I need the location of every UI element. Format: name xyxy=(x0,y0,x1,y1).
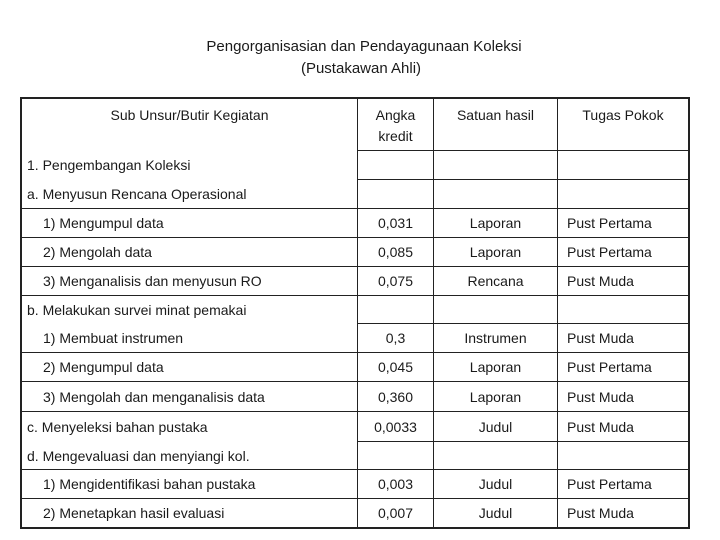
row-unit: Laporan xyxy=(469,244,522,260)
row-credit: 0,045 xyxy=(377,359,414,375)
row-label: 1) Mengidentifikasi bahan pustaka xyxy=(43,476,256,492)
row-label: 2) Menetapkan hasil evaluasi xyxy=(43,505,225,521)
row-unit: Laporan xyxy=(469,388,522,405)
row-label: 2) Mengolah data xyxy=(43,244,152,260)
row-task: Pust Pertama xyxy=(567,476,652,492)
row-credit: 0,075 xyxy=(377,273,414,289)
row-credit: 0,0033 xyxy=(374,419,417,435)
row-task: Pust Pertama xyxy=(567,215,652,231)
row-credit: 0,085 xyxy=(377,244,414,260)
title-line-2: (Pustakawan Ahli) xyxy=(300,60,422,77)
row-label: c. Menyeleksi bahan pustaka xyxy=(27,419,208,435)
row-label: b. Melakukan survei minat pemakai xyxy=(27,301,247,318)
header-tugas-pokok: Tugas Pokok xyxy=(582,106,664,123)
row-credit: 0,3 xyxy=(385,330,406,346)
row-task: Pust Pertama xyxy=(567,359,652,375)
row-task: Pust Muda xyxy=(567,273,634,289)
row-label: a. Menyusun Rencana Operasional xyxy=(27,186,247,202)
row-label: 3) Mengolah dan menganalisis data xyxy=(43,388,265,405)
row-label: 1. Pengembangan Koleksi xyxy=(27,156,191,173)
row-credit: 0,360 xyxy=(377,388,414,405)
row-unit: Laporan xyxy=(469,215,522,231)
row-credit: 0,031 xyxy=(377,215,414,231)
header-kredit: kredit xyxy=(378,127,413,144)
row-task: Pust Muda xyxy=(567,505,634,521)
row-task: Pust Muda xyxy=(567,330,634,346)
row-credit: 0,007 xyxy=(377,505,414,521)
row-unit: Judul xyxy=(478,476,513,492)
row-label: d. Mengevaluasi dan menyiangi kol. xyxy=(27,447,250,464)
title-line-1: Pengorganisasian dan Pendayagunaan Koleksi xyxy=(206,38,522,55)
row-label: 3) Menganalisis dan menyusun RO xyxy=(43,273,262,289)
row-unit: Laporan xyxy=(469,359,522,375)
row-label: 1) Membuat instrumen xyxy=(43,330,184,346)
row-task: Pust Muda xyxy=(567,419,634,435)
row-unit: Judul xyxy=(478,419,513,435)
row-label: 2) Mengumpul data xyxy=(43,359,164,375)
header-satuan-hasil: Satuan hasil xyxy=(456,106,535,123)
header-angka: Angka xyxy=(375,106,416,123)
row-task: Pust Pertama xyxy=(567,244,652,260)
row-unit: Rencana xyxy=(467,273,524,289)
header-sub-unsur: Sub Unsur/Butir Kegiatan xyxy=(110,106,269,123)
row-credit: 0,003 xyxy=(377,476,414,492)
row-label: 1) Mengumpul data xyxy=(43,215,164,231)
row-unit: Judul xyxy=(478,505,513,521)
row-unit: Instrumen xyxy=(464,330,527,346)
row-task: Pust Muda xyxy=(567,388,634,405)
